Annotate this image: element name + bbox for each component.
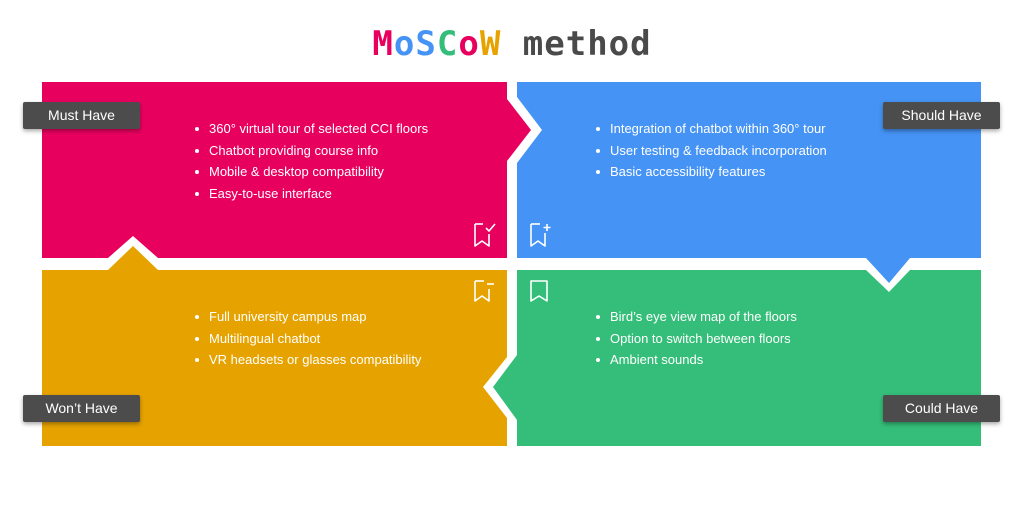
list-item: Bird’s eye view map of the floors bbox=[596, 306, 797, 328]
list-item: Mobile & desktop compatibility bbox=[195, 161, 428, 183]
wont-have-label: Won’t Have bbox=[23, 395, 140, 422]
should-have-label: Should Have bbox=[883, 102, 1000, 129]
title-letter-o1: o bbox=[393, 24, 416, 64]
title-letter-m: M bbox=[372, 24, 394, 64]
list-item: Basic accessibility features bbox=[596, 161, 827, 183]
list-item: User testing & feedback incorporation bbox=[596, 140, 827, 162]
wont-have-list bbox=[195, 306, 421, 371]
list-item: Chatbot providing course info bbox=[195, 140, 428, 162]
must-have-list bbox=[195, 118, 428, 204]
list-item: Integration of chatbot within 360° tour bbox=[596, 118, 827, 140]
title-rest: method bbox=[522, 24, 652, 64]
title-letter-o2: o bbox=[458, 24, 480, 64]
title-letter-w: W bbox=[479, 24, 502, 64]
list-item: Full university campus map bbox=[195, 306, 421, 328]
must-have-label: Must Have bbox=[23, 102, 140, 129]
title-letter-c: C bbox=[436, 24, 459, 64]
title-letter-s: S bbox=[415, 24, 437, 64]
could-have-label: Could Have bbox=[883, 395, 1000, 422]
list-item: Easy-to-use interface bbox=[195, 183, 428, 205]
could-have-list bbox=[596, 306, 797, 371]
list-item: VR headsets or glasses compatibility bbox=[195, 349, 421, 371]
list-item: Option to switch between floors bbox=[596, 328, 797, 350]
list-item: Multilingual chatbot bbox=[195, 328, 421, 350]
should-have-list bbox=[596, 118, 827, 183]
list-item: Ambient sounds bbox=[596, 349, 797, 371]
list-item: 360° virtual tour of selected CCI floors bbox=[195, 118, 428, 140]
